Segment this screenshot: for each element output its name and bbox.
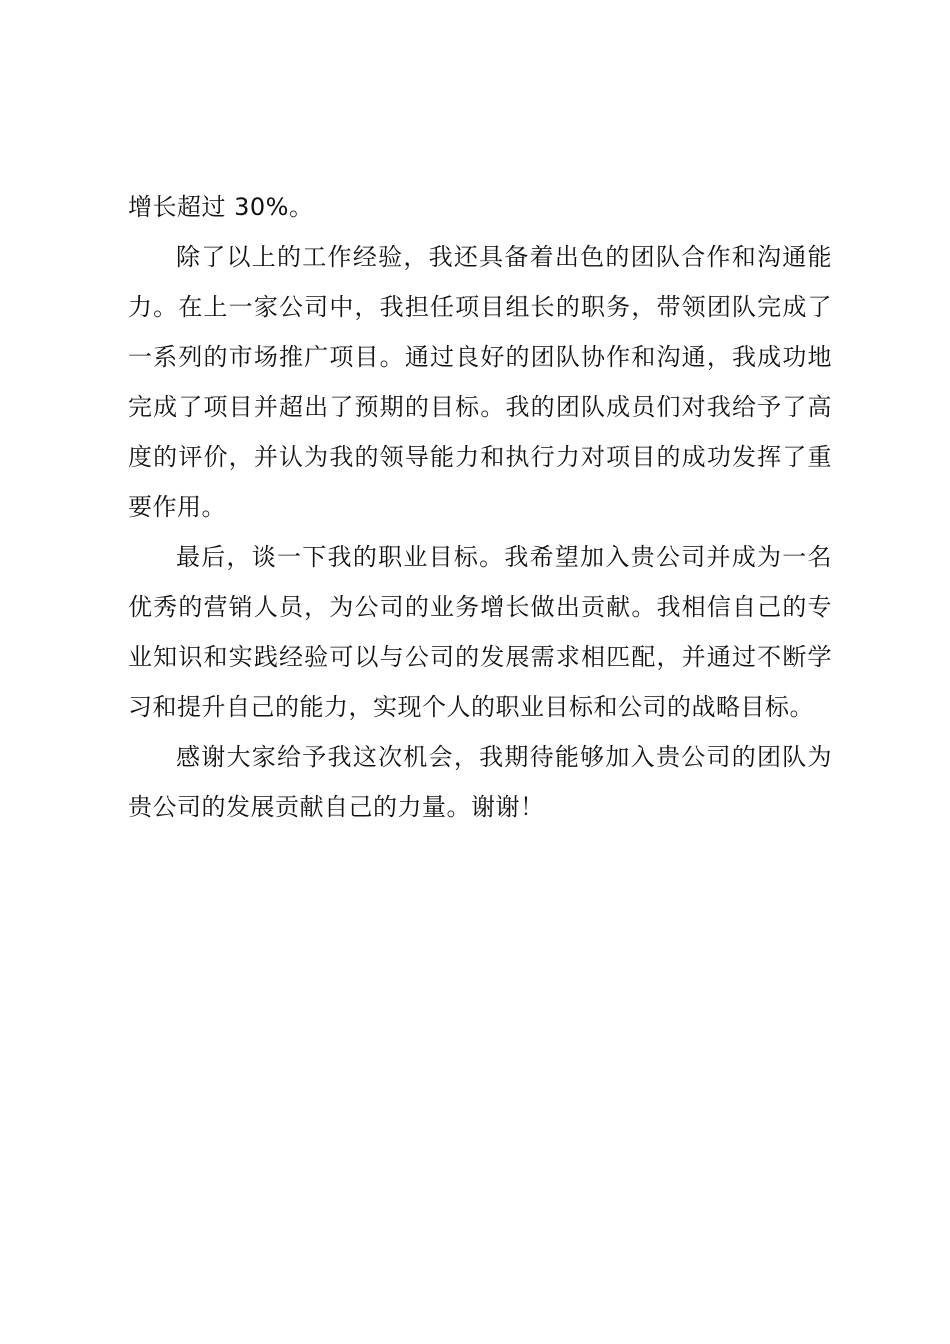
paragraph-thanks: 感谢大家给予我这次机会，我期待能够加入贵公司的团队为贵公司的发展贡献自己的力量。谢谢！ (128, 743, 832, 821)
paragraph-teamwork: 除了以上的工作经验，我还具备着出色的团队合作和沟通能力。在上一家公司中，我担任项目组长的职务，带领团队完成了一系列的市场推广项目。通过良好的团队协作和沟通，我成功地完成了项目并超出了预期的目标。我的团队成员们对我给予了高度的评价，并认为我的领导能力和执行力对项目的成功发挥了重要作用。 (128, 243, 832, 521)
paragraph-career-goal: 最后，谈一下我的职业目标。我希望加入贵公司并成为一名优秀的营销人员，为公司的业务增长做出贡献。我相信自己的专业知识和实践经验可以与公司的发展需求相匹配，并通过不断学习和提升自己的能力，实现个人的职业目标和公司的战略目标。 (128, 543, 832, 721)
document-body (128, 182, 832, 832)
paragraph-continuation: 增长超过 30%。 (128, 193, 314, 221)
